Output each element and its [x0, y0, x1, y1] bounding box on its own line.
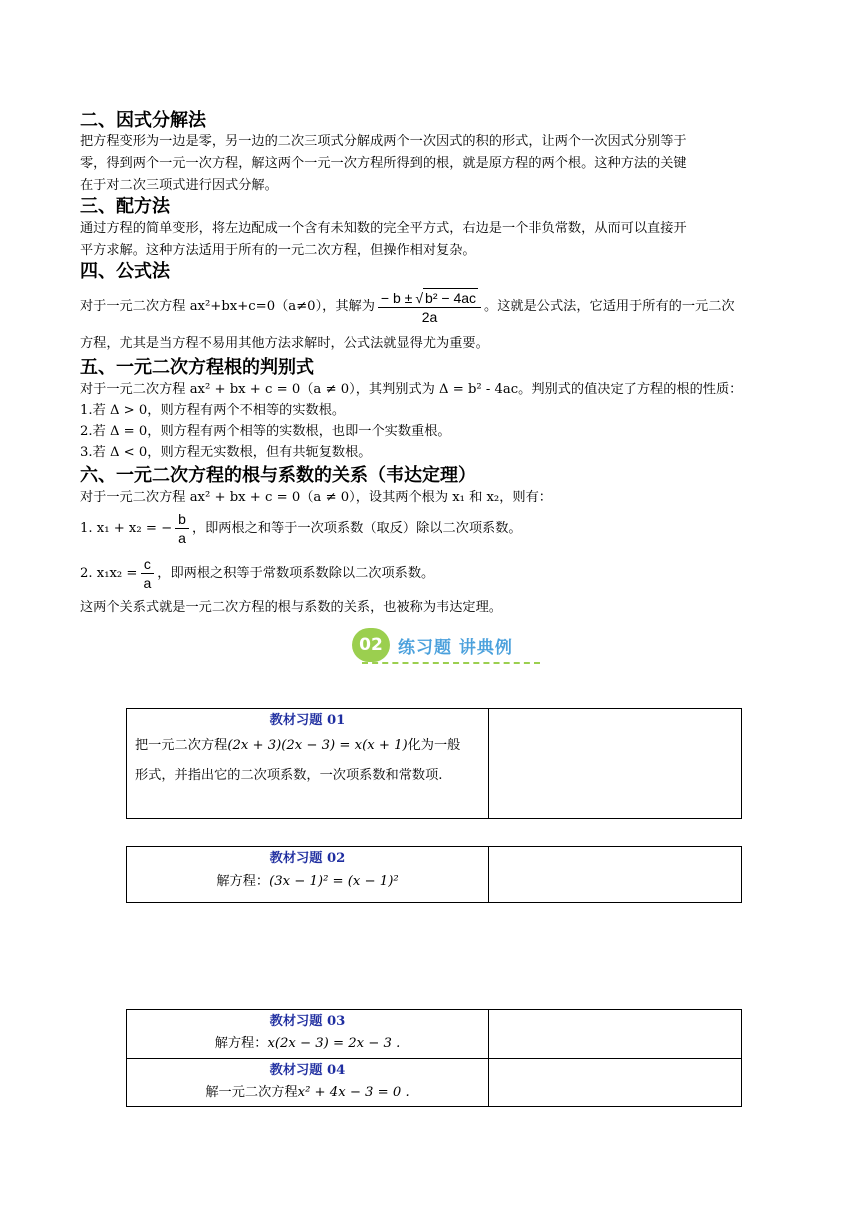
vieta-sum-text: ，即两根之和等于一次项系数（取反）除以二次项系数。	[191, 520, 522, 536]
section-heading-factoring: 二、因式分解法	[80, 110, 206, 131]
vieta-product-lhs: 2. x₁x₂ =	[80, 565, 138, 581]
paragraph-line: 通过方程的简单变形，将左边配成一个含有未知数的完全平方式，右边是一个非负常数，从而可以直接开	[80, 221, 687, 236]
list-item: 3.若 Δ < 0，则方程无实数根，但有共轭复数根。	[80, 445, 372, 460]
formula-intro: 对于一元二次方程 ax²+bx+c=0（a≠0），其解为	[80, 299, 375, 314]
section-heading-discriminant: 五、一元二次方程根的判别式	[80, 357, 314, 378]
answer-cell	[489, 1010, 741, 1058]
fraction-denominator: a	[178, 530, 186, 546]
paragraph-line: 零，得到两个一元一次方程，解这两个一元一次方程所得到的根，就是原方程的两个根。这种方法的关键	[80, 156, 687, 171]
section-heading-vieta: 六、一元二次方程的根与系数的关系（韦达定理）	[80, 465, 476, 486]
section-body-completing-square	[80, 218, 800, 262]
vieta-product	[80, 555, 434, 592]
sqrt-icon: √	[415, 290, 424, 306]
fraction-numerator: c	[141, 555, 154, 574]
exercise-text: 解一元二次方程	[205, 1085, 298, 1100]
formula-line	[80, 288, 800, 326]
fraction-denominator: a	[143, 575, 152, 591]
section-heading-formula: 四、公式法	[80, 261, 170, 282]
section-heading-completing-square: 三、配方法	[80, 196, 170, 217]
exercise-line	[135, 1032, 480, 1056]
answer-cell	[489, 1059, 741, 1107]
vieta-product-text: ，即两根之积等于常数项系数除以二次项系数。	[157, 565, 435, 581]
exercise-title: 教材习题 04	[269, 1063, 346, 1078]
exercise-equation: (3x − 1)² = (x − 1)²	[269, 874, 399, 889]
exercise-text: 化为一般	[407, 738, 461, 753]
exercise-line: 形式，并指出它的二次项系数，一次项系数和常数项.	[135, 768, 443, 783]
section-body-factoring	[80, 131, 800, 197]
exercise-question-cell	[127, 1059, 489, 1107]
exercise-line	[135, 731, 480, 761]
exercise-equation: x(2x − 3) = 2x − 3 .	[267, 1036, 401, 1051]
exercise-question-cell	[127, 847, 489, 902]
vieta-closing: 这两个关系式就是一元二次方程的根与系数的关系，也被称为韦达定理。	[80, 600, 502, 615]
formula-numerator-prefix: − b ±	[380, 290, 413, 306]
vieta-sum-lhs: 1. x₁ + x₂ = −	[80, 520, 173, 536]
list-item: 1.若 Δ > 0，则方程有两个不相等的实数根。	[80, 403, 346, 418]
exercise-equation: x² + 4x − 3 = 0 .	[297, 1085, 410, 1100]
formula-denominator: 2a	[421, 309, 438, 325]
exercise-table-03-04	[126, 1009, 742, 1107]
exercise-title: 教材习题 01	[269, 713, 346, 728]
paragraph-line: 平方求解。这种方法适用于所有的一元二次方程，但操作相对复杂。	[80, 243, 476, 258]
exercise-title: 教材习题 02	[269, 851, 346, 866]
fraction-c-over-a	[140, 555, 154, 592]
paragraph-line: 在于对二次三项式进行因式分解。	[80, 178, 278, 193]
exercise-title: 教材习题 03	[269, 1014, 346, 1029]
exercise-line	[135, 1081, 480, 1105]
exercise-text: 解方程：	[216, 874, 270, 889]
banner-underline	[362, 662, 540, 664]
exercise-table-01	[126, 708, 742, 819]
paragraph-line: 对于一元二次方程 ax² + bx + c = 0（a ≠ 0），其判别式为 Δ = b² - 4ac。判别式的值决定了方程的根的性质：	[80, 382, 743, 397]
section-body-discriminant	[80, 379, 810, 463]
answer-cell	[489, 847, 741, 902]
exercise-table-02	[126, 846, 742, 903]
formula-line-2: 方程，尤其是当方程不易用其他方法求解时，公式法就显得尤为重要。	[80, 336, 489, 351]
paragraph-line: 把方程变形为一边是零，另一边的二次三项式分解成两个一次因式的积的形式，让两个一次因式分别等于	[80, 134, 687, 149]
vieta-sum	[80, 510, 522, 547]
exercise-line	[135, 869, 480, 895]
vieta-intro: 对于一元二次方程 ax² + bx + c = 0（a ≠ 0），设其两个根为 x₁ 和 x₂，则有：	[80, 490, 552, 505]
banner-title: 练习题 讲典例	[398, 638, 513, 658]
answer-cell	[489, 709, 741, 818]
exercise-text: 解方程：	[214, 1036, 268, 1051]
exercise-question-cell	[127, 1010, 489, 1058]
exercise-equation: (2x + 3)(2x − 3) = x(x + 1)	[227, 738, 408, 753]
section-number-badge: 02	[352, 628, 390, 662]
exercise-text: 把一元二次方程	[135, 738, 228, 753]
formula-outro: 。这就是公式法，它适用于所有的一元二次	[484, 299, 735, 314]
fraction-b-over-a	[175, 510, 189, 547]
formula-radicand: b² − 4ac	[425, 290, 477, 306]
fraction-numerator: b	[175, 510, 189, 529]
exercise-question-cell	[127, 709, 489, 818]
list-item: 2.若 Δ = 0，则方程有两个相等的实数根，也即一个实数重根。	[80, 424, 451, 439]
quadratic-formula	[378, 288, 481, 326]
